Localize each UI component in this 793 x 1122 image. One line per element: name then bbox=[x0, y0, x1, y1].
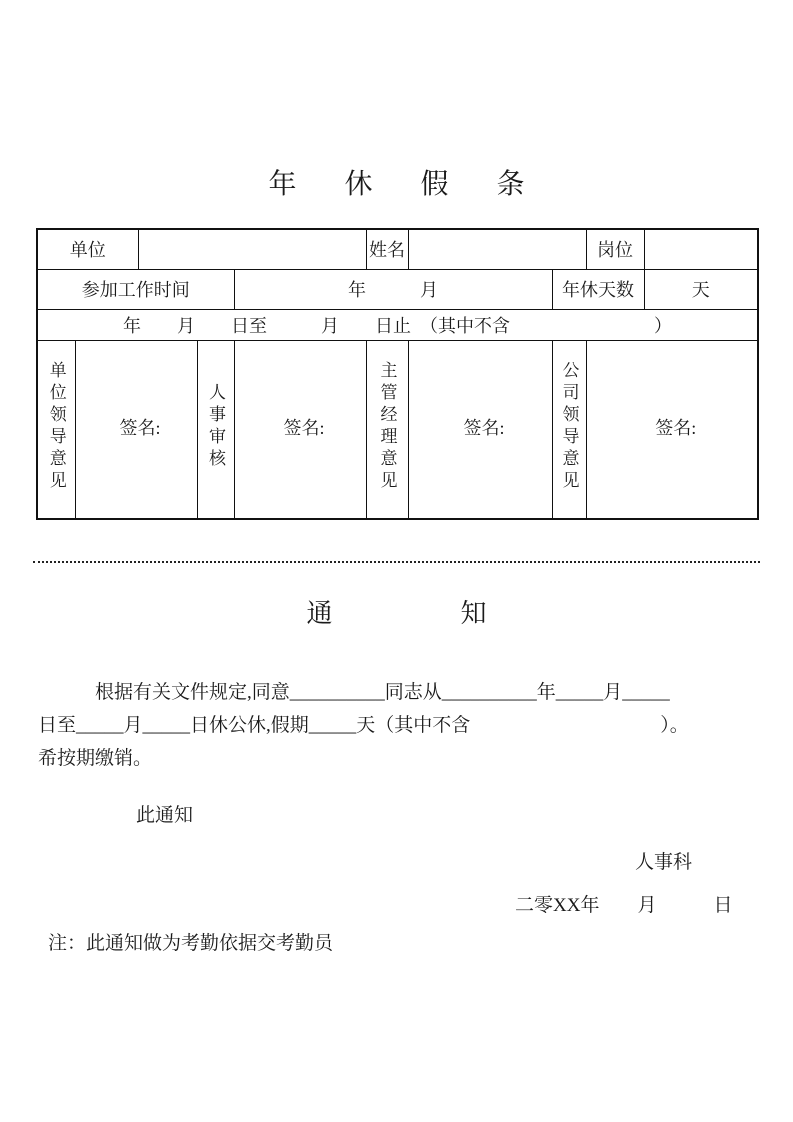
annual-days-value-cell[interactable]: 天 bbox=[644, 269, 758, 309]
signature-label: 签名: bbox=[283, 418, 325, 439]
join-date-value-cell[interactable]: 年 月 bbox=[234, 269, 552, 309]
company-leader-signature-cell[interactable] bbox=[586, 340, 758, 519]
unit-leader-signature-cell[interactable] bbox=[75, 340, 197, 519]
annual-days-label: 年休天数 bbox=[552, 269, 644, 309]
row-approvals bbox=[37, 340, 758, 519]
join-date-label: 参加工作时间 bbox=[37, 269, 234, 309]
notice-line-1: 根据有关文件规定,同意__________同志从__________年_____月_____ bbox=[95, 682, 670, 703]
unit-value-cell[interactable] bbox=[138, 229, 366, 269]
unit-leader-opinion-header bbox=[37, 340, 75, 519]
notice-closing: 此通知 bbox=[136, 805, 194, 826]
tear-off-dotted-line bbox=[33, 561, 760, 563]
hr-review-label: 人事审核 bbox=[206, 382, 225, 471]
row-period bbox=[37, 309, 758, 340]
notice-line-3: 希按期缴销。 bbox=[38, 748, 153, 769]
company-leader-opinion-label: 公司领导意见 bbox=[559, 360, 579, 493]
date-line: 二零XX年 月 日 bbox=[515, 895, 733, 916]
hr-department-signoff: 人事科 bbox=[635, 852, 693, 873]
signature-label: 签名: bbox=[655, 418, 697, 439]
hr-review-header bbox=[197, 340, 234, 519]
row-identity bbox=[37, 229, 758, 269]
attendance-footnote: 注：此通知做为考勤依据交考勤员 bbox=[48, 933, 334, 954]
post-label: 岗位 bbox=[586, 229, 644, 269]
manager-opinion-label: 主管经理意见 bbox=[377, 360, 397, 493]
company-leader-opinion-header bbox=[552, 340, 586, 519]
unit-leader-opinion-label: 单位领导意见 bbox=[46, 360, 66, 493]
name-label: 姓名 bbox=[366, 229, 408, 269]
notice-body bbox=[38, 676, 753, 775]
manager-opinion-header bbox=[366, 340, 408, 519]
name-value-cell[interactable] bbox=[408, 229, 586, 269]
notice-line-2: 日至_____月_____日休公休,假期_____天（其中不含 ）。 bbox=[38, 715, 689, 736]
hr-review-signature-cell[interactable] bbox=[234, 340, 366, 519]
signature-label: 签名: bbox=[119, 418, 161, 439]
unit-label: 单位 bbox=[37, 229, 138, 269]
slip-title: 年休假条 bbox=[268, 169, 573, 200]
signature-label: 签名: bbox=[463, 418, 505, 439]
leave-period-cell[interactable]: 年 月 日至 月 日止 （其中不含 ） bbox=[37, 309, 758, 340]
manager-signature-cell[interactable] bbox=[408, 340, 552, 519]
row-service bbox=[37, 269, 758, 309]
post-value-cell[interactable] bbox=[644, 229, 758, 269]
leave-slip-table bbox=[36, 228, 759, 520]
notice-title: 通知 bbox=[306, 599, 615, 628]
